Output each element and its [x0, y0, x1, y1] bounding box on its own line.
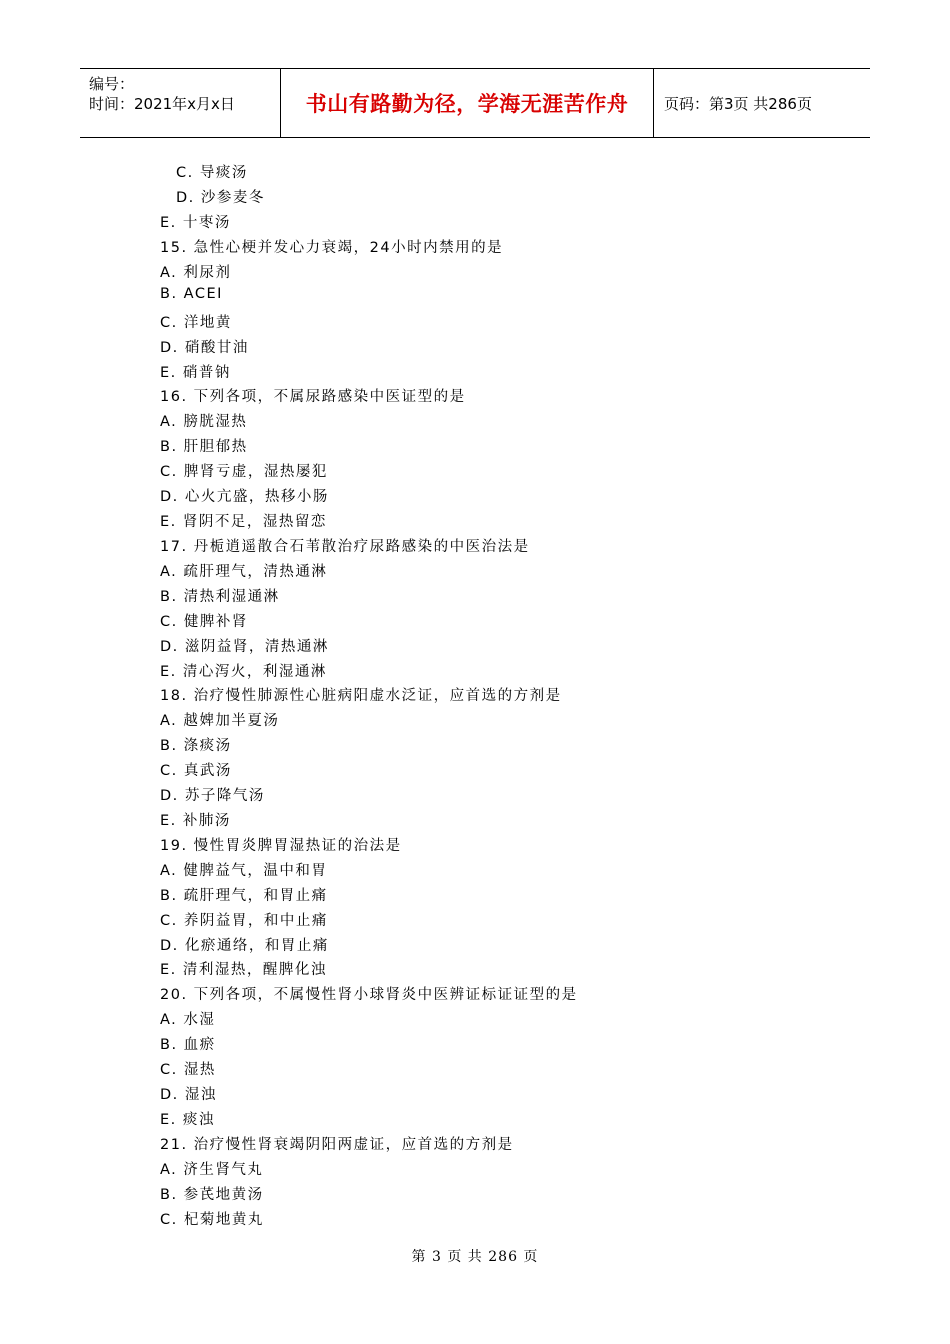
text-line: C. 湿热 [160, 1062, 216, 1078]
text-line: D. 湿浊 [160, 1087, 217, 1103]
header-motto: 书山有路勤为径，学海无涯苦作舟 [281, 69, 654, 137]
text-line: A. 疏肝理气，清热通淋 [160, 564, 328, 580]
question-line: 16. 下列各项，不属尿路感染中医证型的是 [160, 389, 466, 405]
text-line: B. 肝胆郁热 [160, 439, 248, 455]
text-line: E. 硝普钠 [160, 365, 231, 381]
text-line: E. 痰浊 [160, 1112, 215, 1128]
text-line: D. 沙参麦冬 [176, 190, 265, 206]
question-line: 19. 慢性胃炎脾胃湿热证的治法是 [160, 838, 402, 854]
text-line: E. 肾阴不足，湿热留恋 [160, 514, 327, 530]
text-line: D. 滋阴益肾，清热通淋 [160, 639, 329, 655]
text-line: C. 导痰汤 [176, 165, 248, 181]
text-line: C. 洋地黄 [160, 315, 232, 331]
text-line: B. 血瘀 [160, 1037, 216, 1053]
text-line: A. 越婢加半夏汤 [160, 713, 280, 729]
page-footer: 第 3 页 共 286 页 [411, 1249, 539, 1265]
text-line: C. 脾肾亏虚，湿热屡犯 [160, 464, 328, 480]
header-info-cell [80, 69, 281, 137]
header-page-label: 页码：第3页 共286页 [664, 94, 812, 113]
text-line: B. 涤痰汤 [160, 738, 232, 754]
text-line: B. 疏肝理气，和胃止痛 [160, 888, 328, 904]
text-line: E. 补肺汤 [160, 813, 231, 829]
text-line: E. 十枣汤 [160, 215, 231, 231]
text-line: C. 杞菊地黄丸 [160, 1212, 264, 1228]
text-line: B. 清热利湿通淋 [160, 589, 280, 605]
text-line: B. ACEI [160, 286, 223, 302]
question-line: 17. 丹栀逍遥散合石苇散治疗尿路感染的中医治法是 [160, 539, 530, 555]
number-label: 编号： [89, 75, 135, 93]
text-line: E. 清心泻火，利湿通淋 [160, 664, 327, 680]
text-line: D. 化瘀通络，和胃止痛 [160, 938, 329, 954]
text-line: A. 健脾益气，温中和胃 [160, 863, 328, 879]
text-line: C. 养阴益胃，和中止痛 [160, 913, 328, 929]
text-line: D. 心火亢盛，热移小肠 [160, 489, 329, 505]
time-label: 时间：2021年x月x日 [89, 95, 235, 113]
question-line: 18. 治疗慢性肺源性心脏病阳虚水泛证，应首选的方剂是 [160, 688, 562, 704]
text-line: D. 硝酸甘油 [160, 340, 249, 356]
text-line: C. 健脾补肾 [160, 614, 248, 630]
question-line: 20. 下列各项，不属慢性肾小球肾炎中医辨证标证证型的是 [160, 987, 578, 1003]
text-line: D. 苏子降气汤 [160, 788, 265, 804]
text-line: A. 水湿 [160, 1012, 216, 1028]
text-line: B. 参芪地黄汤 [160, 1187, 264, 1203]
question-line: 21. 治疗慢性肾衰竭阴阳两虚证，应首选的方剂是 [160, 1137, 514, 1153]
page-header [80, 68, 870, 138]
text-line: E. 清利湿热，醒脾化浊 [160, 962, 327, 978]
text-line: A. 利尿剂 [160, 265, 232, 281]
text-line: A. 济生肾气丸 [160, 1162, 264, 1178]
question-line: 15. 急性心梗并发心力衰竭，24小时内禁用的是 [160, 240, 504, 256]
text-line: A. 膀胱湿热 [160, 414, 248, 430]
text-line: C. 真武汤 [160, 763, 232, 779]
